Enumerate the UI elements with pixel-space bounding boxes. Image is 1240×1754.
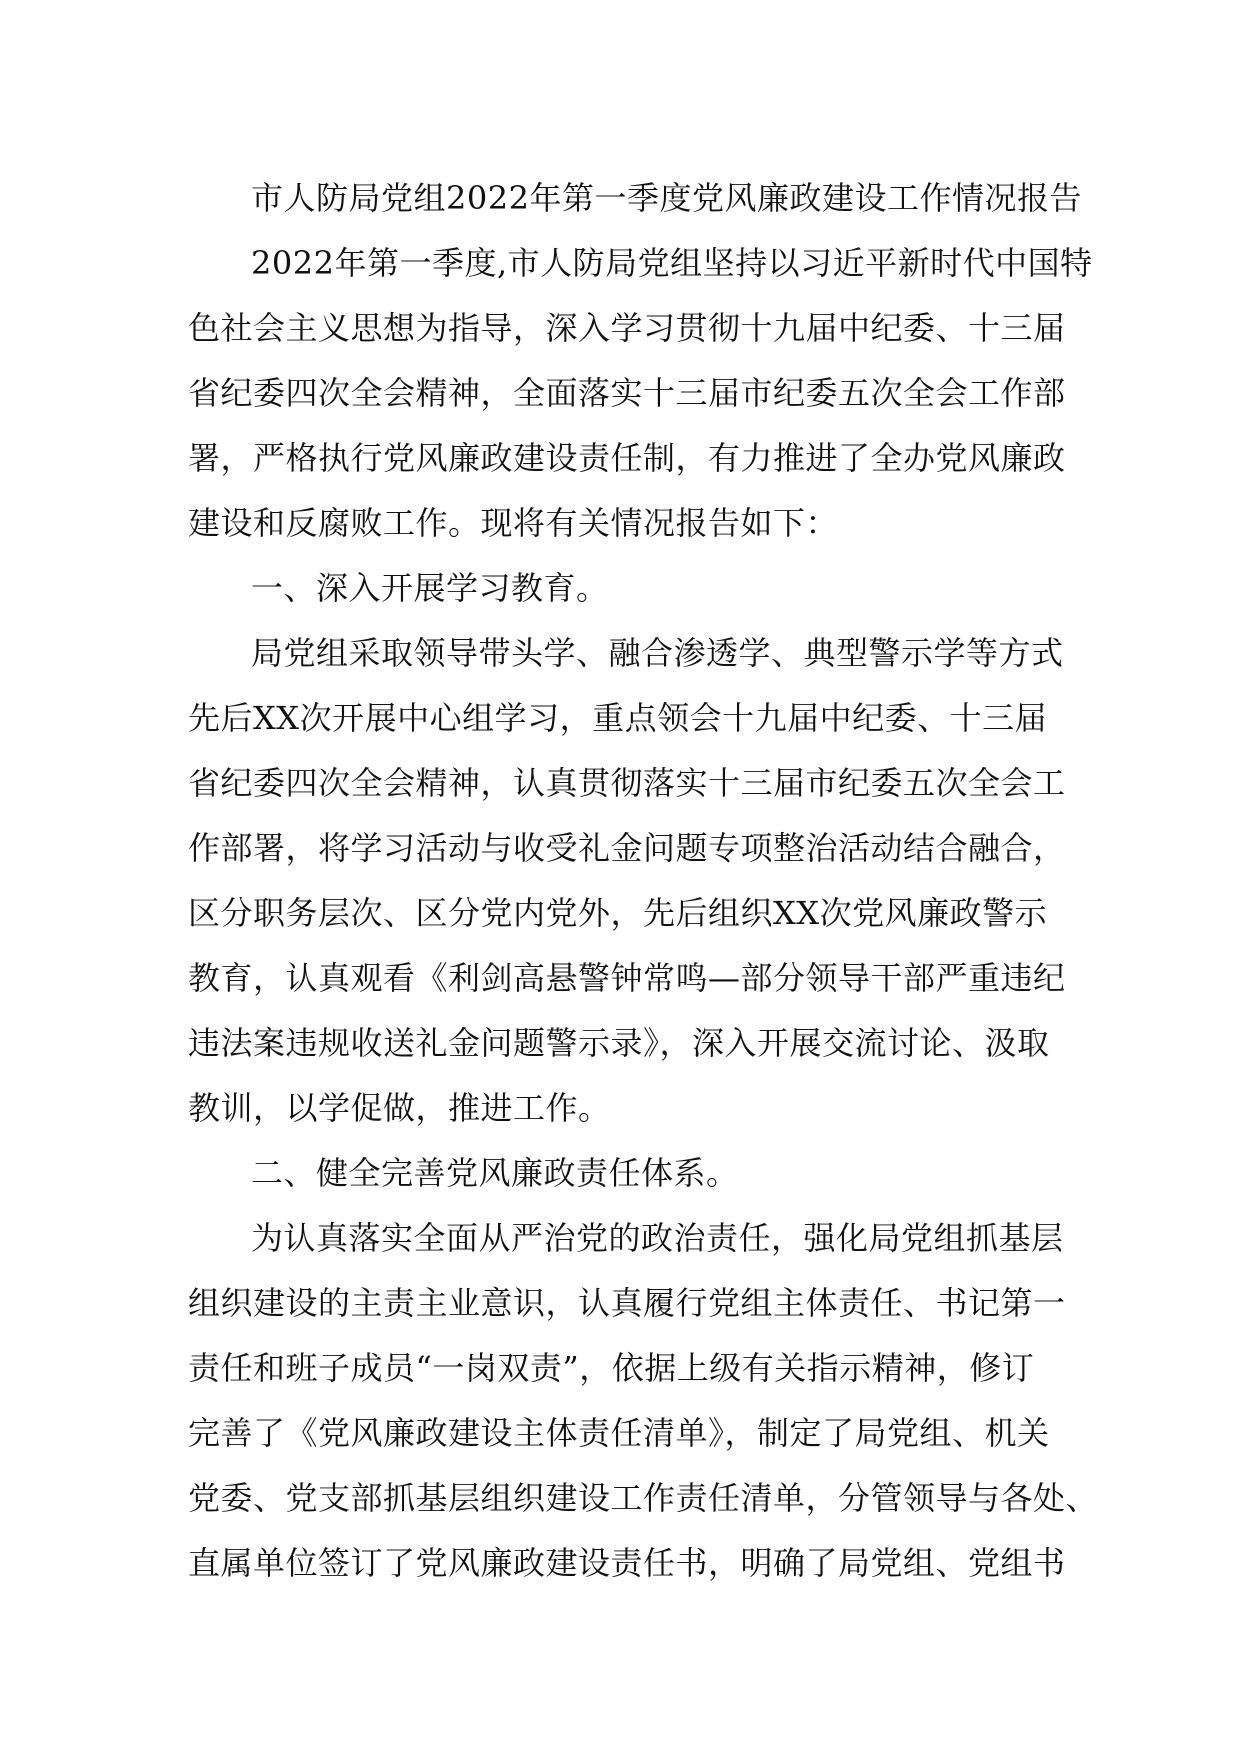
section-1-heading: 一、深入开展学习教育。 <box>251 569 609 607</box>
section-2-line: 直属单位签订了党风廉政建设责任书，明确了局党组、党组书 <box>188 1544 1066 1582</box>
intro-line: 省纪委四次全会精神，全面落实十三届市纪委五次全会工作部 <box>188 374 1066 412</box>
section-2-line: 党委、党支部抓基层组织建设工作责任清单，分管领导与各处、 <box>188 1479 1099 1517</box>
section-2-heading: 二、健全完善党风廉政责任体系。 <box>251 1154 739 1192</box>
section-1-line: 作部署，将学习活动与收受礼金问题专项整治活动结合融合， <box>188 829 1066 867</box>
section-2-line: 为认真落实全面从严治党的政治责任，强化局党组抓基层 <box>251 1219 1064 1257</box>
section-2-line: 责任和班子成员“一岗双责”，依据上级有关指示精神，修订 <box>188 1349 1035 1387</box>
section-1-line: 局党组采取领导带头学、融合渗透学、典型警示学等方式 <box>251 634 1064 672</box>
section-1-line: 区分职务层次、区分党内党外，先后组织XX次党风廉政警示 <box>188 894 1048 932</box>
document-title: 市人防局党组2022年第一季度党风廉政建设工作情况报告 <box>251 179 1082 217</box>
section-1-line: 省纪委四次全会精神，认真贯彻落实十三届市纪委五次全会工 <box>188 764 1066 802</box>
section-2-line: 组织建设的主责主业意识，认真履行党组主体责任、书记第一 <box>188 1284 1066 1322</box>
intro-line: 色社会主义思想为指导，深入学习贯彻十九届中纪委、十三届 <box>188 309 1066 347</box>
intro-line: 署，严格执行党风廉政建设责任制，有力推进了全办党风廉政 <box>188 439 1066 477</box>
intro-line: 2022年第一季度,市人防局党组坚持以习近平新时代中国特 <box>251 244 1093 282</box>
section-1-line: 教训，以学促做，推进工作。 <box>188 1089 611 1127</box>
section-1-line: 违法案违规收送礼金问题警示录》，深入开展交流讨论、汲取 <box>188 1024 1050 1062</box>
section-1-line: 先后XX次开展中心组学习，重点领会十九届中纪委、十三届 <box>188 699 1048 737</box>
intro-line: 建设和反腐败工作。现将有关情况报告如下： <box>188 504 839 542</box>
document-body <box>188 166 1099 1596</box>
section-1-line: 教育，认真观看《利剑高悬警钟常鸣—部分领导干部严重违纪 <box>188 959 1066 997</box>
section-2-line: 完善了《党风廉政建设主体责任清单》，制定了局党组、机关 <box>188 1414 1050 1452</box>
